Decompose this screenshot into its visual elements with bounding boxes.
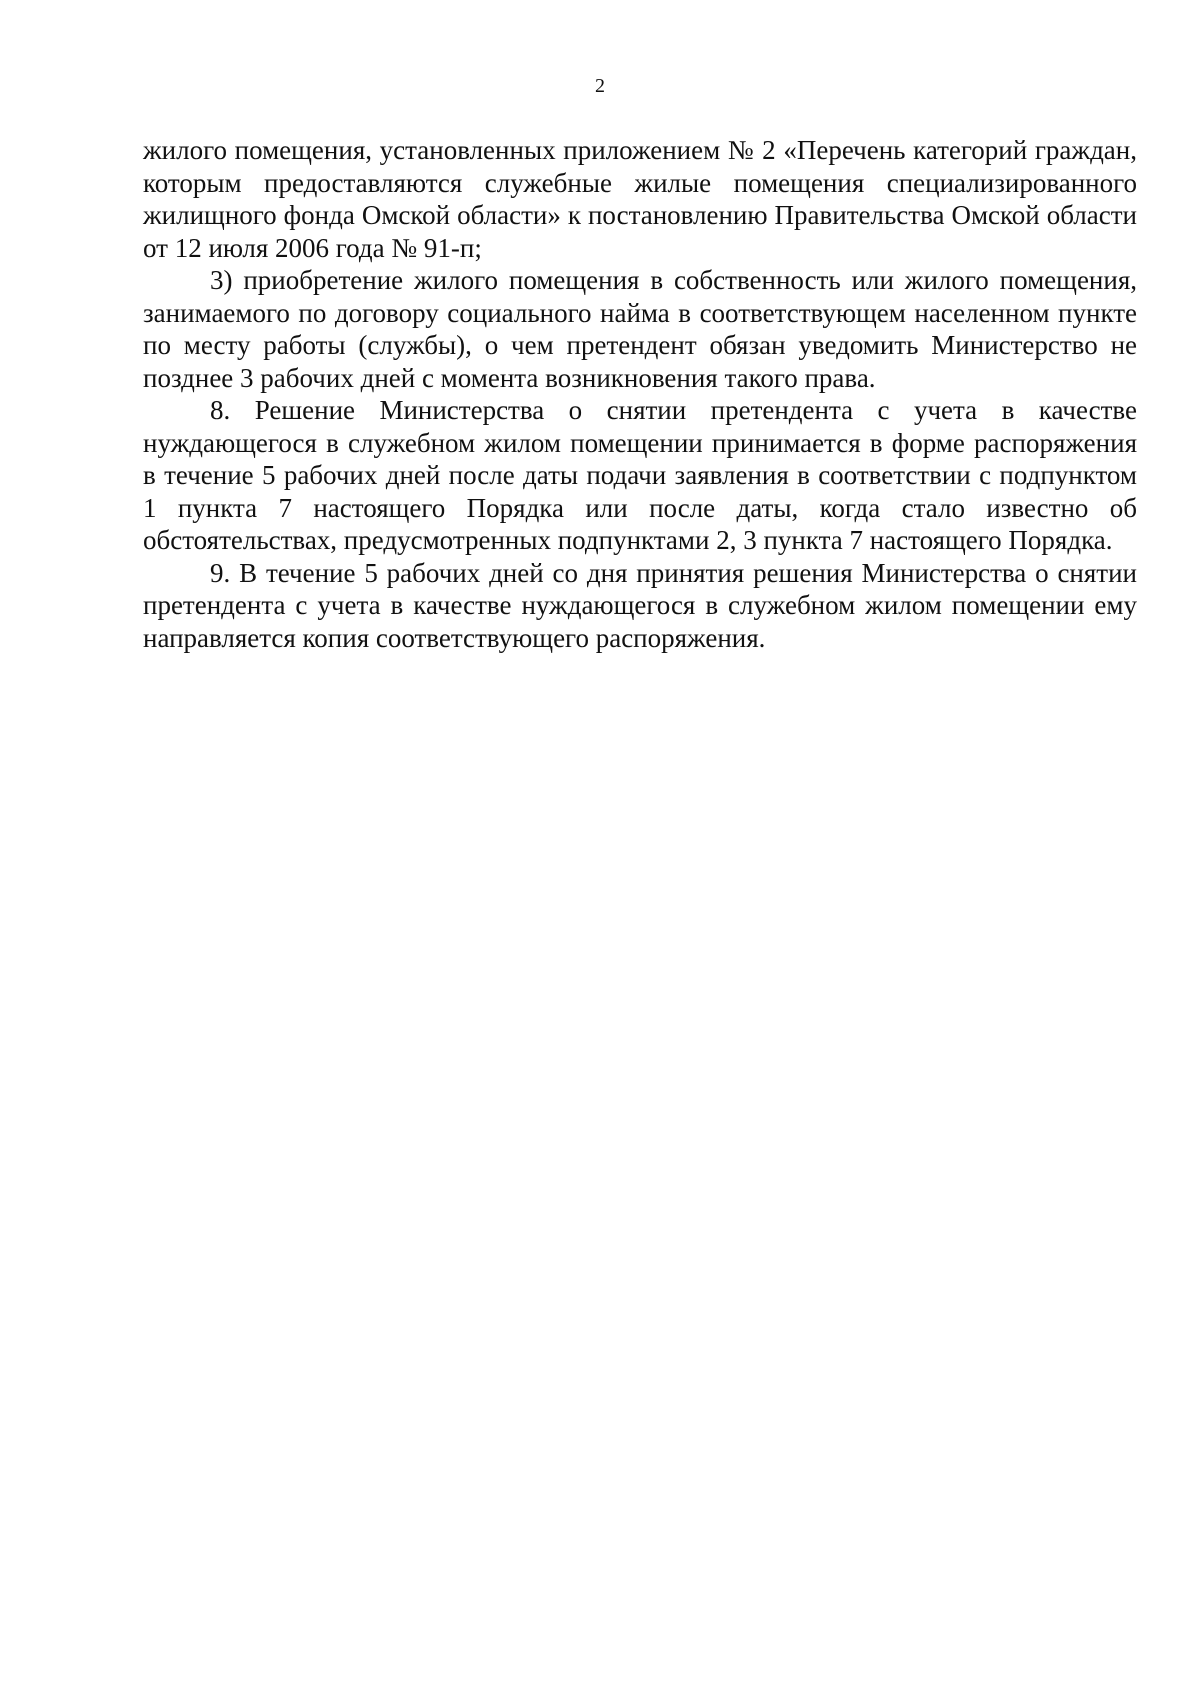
document-body xyxy=(143,134,1137,654)
paragraph-subpoint-3: 3) приобретение жилого помещения в собственность или жилого помещения, занимаемого по договору социального найма в соответствующем населенном пункте по месту работы (службы), о чем претендент обязан уведомить Министерство не позднее 3 рабочих дней с момента возникновения такого права. xyxy=(143,265,1137,393)
paragraph-point-8: 8. Решение Министерства о снятии претендента с учета в качестве нуждающегося в служебном жилом помещении принимается в форме распоряжения в течение 5 рабочих дней после даты подачи заявления в соответствии с подпунктом 1 пункта 7 настоящего Порядка или после даты, когда стало известно об обстоятельствах, предусмотренных подпунктами 2, 3 пункта 7 настоящего Порядка. xyxy=(143,395,1137,555)
paragraph-continuation: жилого помещения, установленных приложением № 2 «Перечень категорий граждан, которым предоставляются служебные жилые помещения специализированного жилищного фонда Омской области» к постановлению Правительства Омской области от 12 июля 2006 года № 91-п; xyxy=(143,135,1137,263)
paragraph-point-9: 9. В течение 5 рабочих дней со дня принятия решения Министерства о снятии претендента с учета в качестве нуждающегося в служебном жилом помещении ему направляется копия соответствующего распоряжения. xyxy=(143,557,1137,653)
page-number: 2 xyxy=(595,75,605,97)
